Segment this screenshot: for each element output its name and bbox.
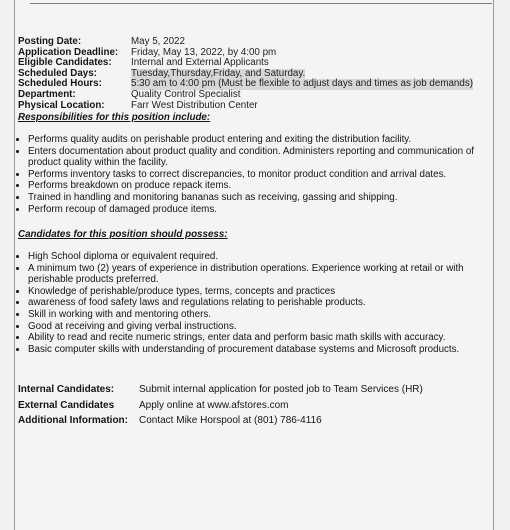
info-label: Scheduled Hours: (18, 78, 102, 90)
info-label: Physical Location: (18, 99, 105, 111)
contact-row-additional (18, 413, 423, 429)
info-label: Posting Date: (18, 36, 82, 47)
list-item: • Good at receiving and giving verbal instructions. (28, 321, 476, 333)
list-item: • awareness of food safety laws and regulations relating to perishable products. (28, 297, 476, 309)
list-item: • Enters documentation about product quality and condition. Administers reporting and communication of product quality within the facility. (28, 146, 476, 169)
info-value-rest: , and Saturday. (239, 67, 306, 79)
info-row-physical-location (18, 101, 473, 112)
list-item: • Trained in handling and monitoring bananas such as receiving, gassing and shipping. (28, 192, 476, 204)
qualifications-list (14, 251, 476, 355)
info-value: Internal and External Applicants (131, 57, 269, 69)
list-item: • Skill in working with and mentoring others. (28, 309, 476, 321)
info-row-department (18, 90, 473, 101)
info-value: Farr West Distribution Center (131, 99, 258, 111)
list-item: • A minimum two (2) years of experience in distribution operations. Experience working at retail or with perishable products preferred. (28, 263, 476, 286)
list-item: • Knowledge of perishable/produce types, terms, concepts and practices (28, 286, 476, 298)
contact-row-internal (18, 382, 423, 398)
info-label: Scheduled Days: (18, 67, 97, 79)
contact-value: Submit internal application for posted job to Team Services (HR) (139, 384, 423, 395)
qualifications-heading: Candidates for this position should possess: (18, 229, 228, 240)
list-item: • Performs inventory tasks to correct discrepancies, to monitor product condition and arrival dates. (28, 169, 476, 181)
list-item: • Ability to read and recite numeric strings, enter data and perform basic math skills with accuracy. (28, 332, 476, 344)
responsibilities-list (14, 134, 476, 215)
info-row-posting-date (18, 37, 473, 48)
spellcheck-underlined-text: Tuesday,Thursday,Friday (131, 67, 240, 79)
list-item: • Perform recoup of damaged produce items. (28, 204, 476, 216)
posting-info-table (18, 37, 473, 111)
contact-label: Internal Candidates: (18, 384, 115, 395)
list-item: • Performs quality audits on perishable product entering and exiting the distribution facility. (28, 134, 476, 146)
info-value: 5:30 am to 4:00 pm (Must be flexible to adjust days and times as job demands) (131, 78, 473, 90)
contact-section (18, 382, 423, 429)
info-value: Friday, May 13, 2022, by 4:00 pm (131, 46, 277, 58)
list-item: • Basic computer skills with understanding of procurement database systems and Microsoft products. (28, 344, 476, 356)
info-label: Eligible Candidates: (18, 57, 112, 69)
info-value: Quality Control Specialist (131, 88, 241, 100)
contact-value: Contact Mike Horspool at (801) 786-4116 (139, 415, 322, 427)
list-item: • Performs breakdown on produce repack items. (28, 180, 476, 192)
info-label: Application Deadline: (18, 46, 119, 58)
contact-value: Apply online at www.afstores.com (139, 399, 289, 411)
header-divider (30, 3, 492, 4)
info-value: May 5, 2022 (131, 36, 185, 47)
info-row-scheduled-hours (18, 79, 473, 90)
responsibilities-heading: Responsibilities for this position include: (18, 112, 211, 123)
contact-row-external (18, 398, 423, 414)
contact-label: External Candidates (18, 399, 115, 411)
contact-label: Additional Information: (18, 415, 128, 427)
list-item: • High School diploma or equivalent required. (28, 251, 476, 263)
info-label: Department: (18, 88, 76, 100)
